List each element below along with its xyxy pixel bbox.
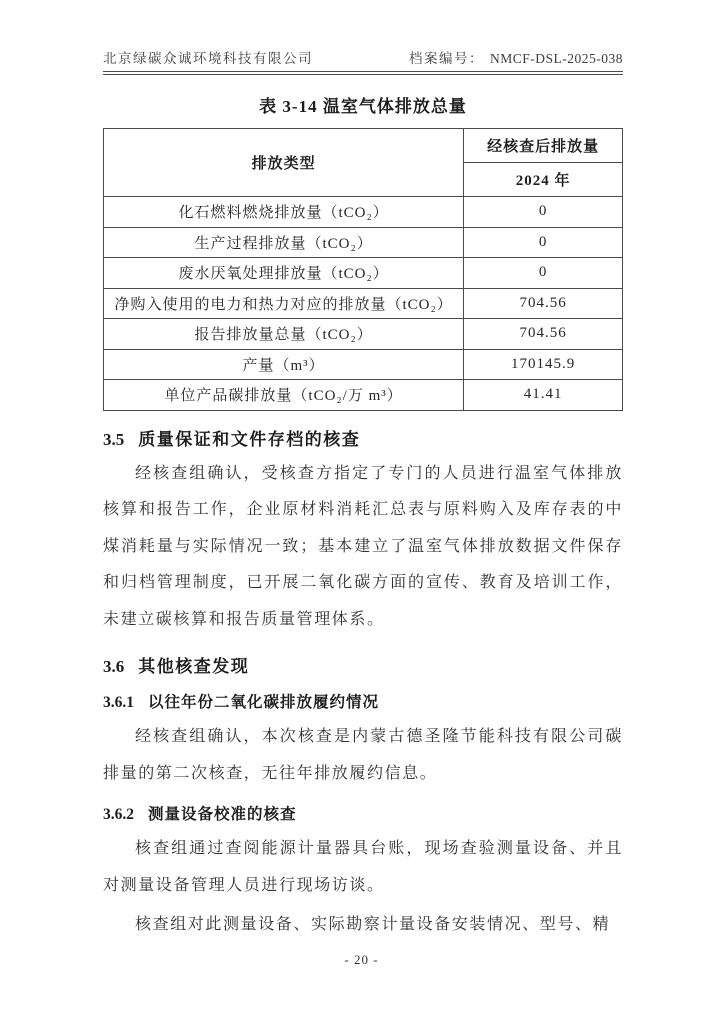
row-value: 170145.9 — [464, 349, 623, 380]
section-title: 测量设备校准的核查 — [148, 806, 297, 823]
table-row — [104, 349, 623, 380]
section-title: 质量保证和文件存档的核查 — [138, 429, 361, 449]
file-number-value: NMCF-DSL-2025-038 — [489, 51, 623, 66]
section-number: 3.6 — [103, 657, 125, 676]
section-heading-3-6-2 — [103, 802, 623, 828]
column-header-year: 2024 年 — [464, 163, 623, 197]
column-header-verified-emissions: 经核查后排放量 — [464, 129, 623, 163]
section-3-6-2-paragraph-2: 核查组对此测量设备、实际勘察计量设备安装情况、型号、精 — [135, 916, 611, 933]
company-name: 北京绿碳众诚环境科技有限公司 — [103, 51, 313, 66]
header-divider — [103, 71, 623, 75]
row-value: 0 — [464, 227, 623, 258]
section-3-6-1-paragraph: 经核查组确认，本次核查是内蒙古德圣隆节能科技有限公司碳排量的第二次核查，无往年排放履约信息。 — [103, 728, 623, 782]
table-row — [104, 380, 623, 411]
row-label: 产量（m³） — [104, 349, 464, 380]
section-heading-3-5 — [103, 427, 623, 453]
row-label: 净购入使用的电力和热力对应的排放量（tCO₂） — [104, 288, 464, 319]
row-value: 0 — [464, 197, 623, 228]
row-value: 704.56 — [464, 288, 623, 319]
section-number: 3.5 — [103, 429, 125, 449]
row-label: 生产过程排放量（tCO₂） — [104, 227, 464, 258]
row-value: 704.56 — [464, 319, 623, 350]
column-header-emission-type: 排放类型 — [104, 129, 464, 197]
row-label: 报告排放量总量（tCO₂） — [104, 319, 464, 350]
row-label: 单位产品碳排放量（tCO₂/万 m³） — [104, 380, 464, 411]
table-row — [104, 227, 623, 258]
table-caption: 表 3-14 温室气体排放总量 — [259, 97, 467, 116]
section-title: 以往年份二氧化碳排放履约情况 — [148, 694, 380, 711]
section-number: 3.6.2 — [103, 806, 134, 823]
section-heading-3-6-1 — [103, 690, 623, 716]
table-row — [104, 288, 623, 319]
row-label: 废水厌氧处理排放量（tCO₂） — [104, 258, 464, 289]
emissions-table — [103, 128, 623, 411]
row-value: 0 — [464, 258, 623, 289]
section-heading-3-6 — [103, 654, 623, 680]
table-row — [104, 258, 623, 289]
table-row — [104, 319, 623, 350]
page-number: - 20 - — [344, 952, 379, 967]
section-3-5-paragraph: 经核查组确认，受核查方指定了专门的人员进行温室气体排放核算和报告工作，企业原材料消耗汇总表与原料购入及库存表的中煤消耗量与实际情况一致；基本建立了温室气体排放数据文件保存和归档管理制度，已开展二氧化碳方面的宣传、教育及培训工作，未建立碳核算和报告质量管理体系。 — [103, 464, 623, 628]
table-header-row — [104, 129, 623, 163]
file-number — [409, 50, 623, 67]
row-label: 化石燃料燃烧排放量（tCO₂） — [104, 197, 464, 228]
section-3-6-2-paragraph-1: 核查组通过查阅能源计量器具台账，现场查验测量设备、并且对测量设备管理人员进行现场访谈。 — [103, 840, 623, 894]
row-value: 41.41 — [464, 380, 623, 411]
section-title: 其他核查发现 — [138, 657, 250, 676]
file-number-label: 档案编号： — [408, 51, 484, 66]
table-row — [104, 197, 623, 228]
page-header — [103, 50, 623, 71]
section-number: 3.6.1 — [103, 694, 134, 711]
